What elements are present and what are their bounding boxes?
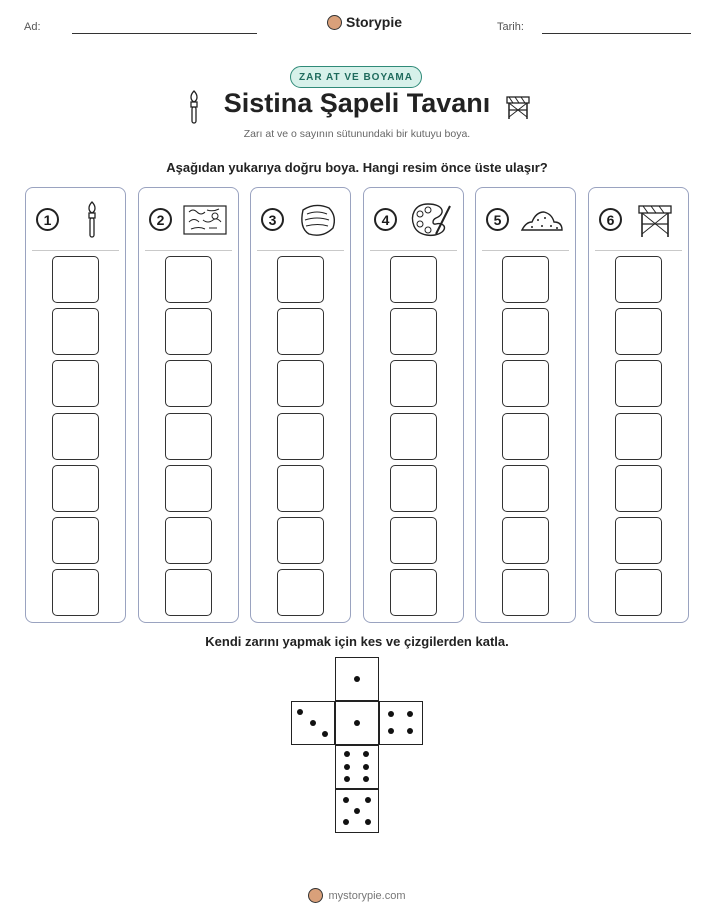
color-box[interactable] [615, 413, 662, 460]
dice-pip [354, 720, 360, 726]
dice-pip [322, 731, 328, 737]
color-box[interactable] [277, 256, 324, 303]
dice-pip [354, 808, 360, 814]
color-box[interactable] [52, 465, 99, 512]
color-box[interactable] [390, 465, 437, 512]
date-label: Tarih: [497, 21, 524, 33]
color-box[interactable] [502, 360, 549, 407]
column-3 [250, 187, 351, 623]
color-box[interactable] [390, 413, 437, 460]
color-box[interactable] [52, 256, 99, 303]
column-1 [25, 187, 126, 623]
paintbrush-icon [68, 200, 116, 240]
brand-logo [327, 14, 402, 30]
dice-pip [343, 819, 349, 825]
dice-pip [344, 764, 350, 770]
color-box[interactable] [502, 569, 549, 616]
name-field-line[interactable] [72, 33, 257, 34]
dice-face [379, 701, 423, 745]
column-divider [257, 250, 344, 251]
color-box[interactable] [502, 256, 549, 303]
coloring-instruction: Aşağıdan yukarıya doğru boya. Hangi resim önce üste ulaşır? [166, 160, 548, 175]
dice-pip [310, 720, 316, 726]
dice-face [291, 701, 335, 745]
color-box[interactable] [615, 360, 662, 407]
paint-palette-icon [406, 200, 454, 240]
column-divider [482, 250, 569, 251]
column-divider [32, 250, 119, 251]
color-box[interactable] [615, 517, 662, 564]
footer-url[interactable]: mystorypie.com [328, 889, 406, 902]
page-title: Sistina Şapeli Tavanı [223, 88, 491, 118]
dice-pip [363, 764, 369, 770]
color-box[interactable] [52, 308, 99, 355]
pigment-pile-icon [518, 200, 566, 240]
color-box[interactable] [390, 517, 437, 564]
dice-face [335, 789, 379, 833]
page-subtitle: Zarı at ve o sayının sütunundaki bir kutuyu boya. [243, 128, 471, 140]
color-box[interactable] [165, 569, 212, 616]
color-box[interactable] [165, 256, 212, 303]
plaster-stone-icon [293, 200, 341, 240]
color-box[interactable] [390, 256, 437, 303]
color-box[interactable] [165, 308, 212, 355]
column-divider [145, 250, 232, 251]
column-number: 2 [149, 208, 172, 231]
color-box[interactable] [502, 517, 549, 564]
scaffold-icon [505, 93, 531, 121]
color-box[interactable] [615, 308, 662, 355]
color-box[interactable] [52, 569, 99, 616]
mascot-icon [308, 888, 323, 903]
dice-pip [354, 676, 360, 682]
color-box[interactable] [390, 360, 437, 407]
footer [0, 888, 714, 903]
dice-face [335, 657, 379, 701]
color-box[interactable] [52, 413, 99, 460]
color-box[interactable] [165, 465, 212, 512]
name-label: Ad: [24, 21, 41, 33]
column-2 [138, 187, 239, 623]
mascot-icon [327, 15, 342, 30]
dice-pip [388, 728, 394, 734]
fresco-sketch-icon [181, 200, 229, 240]
color-box[interactable] [502, 465, 549, 512]
column-divider [370, 250, 457, 251]
dice-pip [297, 709, 303, 715]
color-box[interactable] [277, 308, 324, 355]
dice-pip [363, 751, 369, 757]
color-box[interactable] [502, 308, 549, 355]
scaffold-icon [631, 200, 679, 240]
brand-name: Storypie [346, 14, 403, 30]
color-box[interactable] [502, 413, 549, 460]
color-box[interactable] [390, 569, 437, 616]
color-box[interactable] [52, 517, 99, 564]
color-box[interactable] [165, 517, 212, 564]
dice-instruction: Kendi zarını yapmak için kes ve çizgilerden katla. [205, 634, 509, 649]
dice-face [335, 745, 379, 789]
color-box[interactable] [390, 308, 437, 355]
color-box[interactable] [52, 360, 99, 407]
dice-pip [365, 797, 371, 803]
color-box[interactable] [277, 517, 324, 564]
column-number: 4 [374, 208, 397, 231]
dice-pip [365, 819, 371, 825]
color-box[interactable] [277, 569, 324, 616]
color-box[interactable] [615, 256, 662, 303]
activity-badge: ZAR AT VE BOYAMA [290, 66, 422, 88]
dice-pip [407, 711, 413, 717]
column-number: 1 [36, 208, 59, 231]
color-box[interactable] [277, 360, 324, 407]
dice-face [335, 701, 379, 745]
column-number: 3 [261, 208, 284, 231]
column-5 [475, 187, 576, 623]
column-6 [588, 187, 689, 623]
date-field-line[interactable] [542, 33, 691, 34]
dice-pip [344, 776, 350, 782]
dice-pip [388, 711, 394, 717]
color-box[interactable] [615, 569, 662, 616]
color-box[interactable] [615, 465, 662, 512]
column-number: 5 [486, 208, 509, 231]
color-box[interactable] [277, 413, 324, 460]
column-4 [363, 187, 464, 623]
dice-pip [344, 751, 350, 757]
dice-pip [407, 728, 413, 734]
column-divider [595, 250, 682, 251]
color-box[interactable] [165, 413, 212, 460]
color-box[interactable] [165, 360, 212, 407]
column-number: 6 [599, 208, 622, 231]
dice-pip [343, 797, 349, 803]
color-box[interactable] [277, 465, 324, 512]
dice-pip [363, 776, 369, 782]
